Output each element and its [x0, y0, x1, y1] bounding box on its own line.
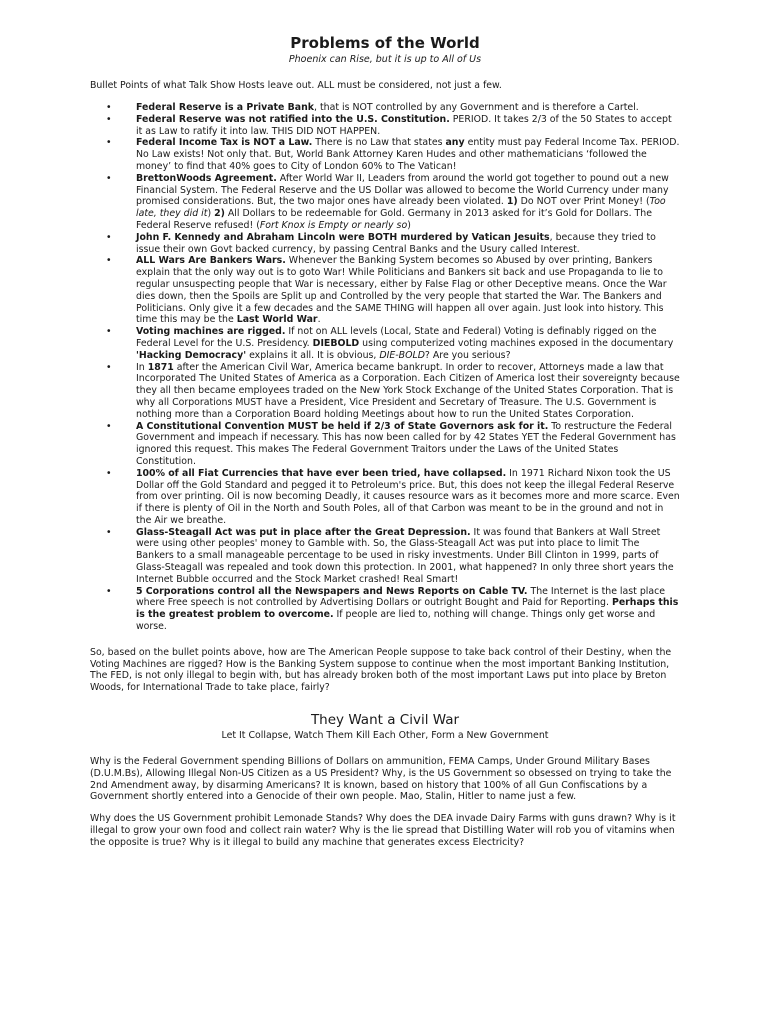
section-heading: They Want a Civil War — [310, 712, 460, 729]
bullet-item: • ALL Wars Are Bankers Wars. Whenever the Banking System becomes so Abused by over printing, Bankers explain that the only way out is to goto War! While Politicians and Bankers sit back and use Propaganda to lie to regular unsuspecting people that War is necessary, either by False Flag or other Deceptive means. Once the War dies down, then the Spoils are Split up and Controlled by the very people that started the War. The Bankers and Politicians. Only give it a few decades and the SAME THING will happen all over again. Just look into history. This time this may be the Last World War. — [90, 255, 680, 326]
bullet-item: • In 1871 after the American Civil War, America became bankrupt. In order to recover, Attorneys made a law that Incorporated The United States of America as a Corporation. Each Citizen of America lost their sovereignty because they all then became employees traded on the New York Stock Exchange of the United States Corporation. That is why all Corporations MUST have a President, Vice President and Secretary of Treasure. The U.S. Government is nothing more than a Corporation Board holding Meetings about how to run the United States Corporation. — [90, 362, 680, 421]
page-subtitle: Phoenix can Rise, but it is up to All of Us — [288, 54, 482, 65]
bullet-item: • Glass-Steagall Act was put in place after the Great Depression. It was found that Bankers at Wall Street were using other peoples' money to Gamble with. So, the Glass-Steagall Act was put into place to limit The Bankers to a small manageable percentage to be used in risky investments. Under Bill Clinton in 1999, parts of Glass-Steagall was repealed and took down this protection. In 2001, what happened? In only three short years the Internet Bubble occurred and the Stock Market crashed! Real Smart! — [90, 527, 680, 586]
bullet-item: • 100% of all Fiat Currencies that have ever been tried, have collapsed. In 1971 Richard Nixon took the US Dollar off the Gold Standard and pegged it to Petroleum's price. But, this does not keep the illegal Federal Reserve from over printing. Oil is now becoming Deadly, it causes resource wars as it becomes more and more scarce. Even if there is plenty of Oil in the North and South Poles, all of that Carbon was meant to be in the ground and not in the Air we breathe. — [90, 468, 680, 527]
body-paragraph: Why does the US Government prohibit Lemonade Stands? Why does the DEA invade Dairy Farms with guns drawn? Why is it illegal to grow your own food and collect rain water? Why is the lie spread that Distilling Water will rob you of vitamins when the opposite is true? Why is it illegal to build any machine that generates excess Electricity? — [90, 813, 676, 848]
bullet-item: • 5 Corporations control all the Newspapers and News Reports on Cable TV. The Internet is the last place where Free speech is not controlled by Advertising Dollars or outright Bought and Paid for Reporting. Perhaps this is the greatest problem to overcome. If people are lied to, nothing will change. Things only get worse and worse. — [90, 586, 680, 633]
section-subheading: Let It Collapse, Watch Them Kill Each Other, Form a New Government — [221, 730, 549, 742]
bullet-item: • Federal Reserve is a Private Bank, that is NOT controlled by any Government and is therefore a Cartel. — [90, 102, 680, 114]
bullet-item: • Federal Income Tax is NOT a Law. There is no Law that states any entity must pay Federal Income Tax. PERIOD. No Law exists! Not only that. But, World Bank Attorney Karen Hudes and other mathematicians ‘followed the money’ to find that 40% goes to City of London 60% to The Vatican! — [90, 137, 680, 172]
bullet-item: • Voting machines are rigged. If not on ALL levels (Local, State and Federal) Voting is definably rigged on the Federal Level for the U.S. Presidency. DIEBOLD using computerized voting machines exposed in the documentary 'Hacking Democracy' explains it all. It is obvious, DIE-BOLD? Are you serious? — [90, 326, 680, 361]
bullet-item: • Federal Reserve was not ratified into the U.S. Constitution. PERIOD. It takes 2/3 of the 50 States to accept it as Law to ratify it into law. THIS DID NOT HAPPEN. — [90, 114, 680, 138]
body-paragraph: Why is the Federal Government spending Billions of Dollars on ammunition, FEMA Camps, Under Ground Military Bases (D.U.M.Bs), Allowing Illegal Non-US Citizen as a US President? Why, is the US Government so obsessed on trying to take the 2nd Amendment away, by disarming Americans? It is known, based on history that 100% of all Gun Confiscations by a Government shortly entered into a Genocide of their own people. Mao, Stalin, Hitler to name just a few. — [90, 756, 672, 803]
bullet-item: • John F. Kennedy and Abraham Lincoln were BOTH murdered by Vatican Jesuits, because they tried to issue their own Govt backed currency, by passing Central Banks and the Usury called Interest. — [90, 232, 680, 256]
bullet-list — [90, 102, 680, 633]
intro-text: Bullet Points of what Talk Show Hosts leave out. ALL must be considered, not just a few. — [90, 80, 502, 91]
bullet-item: • A Constitutional Convention MUST be held if 2/3 of State Governors ask for it. To restructure the Federal Government and impeach if necessary. This has now been called for by 42 States YET the Federal Government has ignored this request. This makes The Federal Government Traitors under the Laws of the United States Constitution. — [90, 421, 680, 468]
page-title: Problems of the World — [290, 34, 480, 52]
bullet-item: • BrettonWoods Agreement. After World War II, Leaders from around the world got together to pound out a new Financial System. The Federal Reserve and the US Dollar was allowed to become the World Currency under many promised considerations. But, the two major ones have already been violated. 1) Do NOT over Print Money! (Too late, they did it) 2) All Dollars to be redeemable for Gold. Germany in 2013 asked for it’s Gold for Dollars. The Federal Reserve refused! (Fort Knox is Empty or nearly so) — [90, 173, 680, 232]
summary-paragraph: So, based on the bullet points above, how are The American People suppose to take back control of their Destiny, when the Voting Machines are rigged? How is the Banking System suppose to continue when the most important Banking Institution, The FED, is not only illegal to begin with, but has already broken both of the most important Laws put into place by Breton Woods, for International Trade to take place, fairly? — [90, 646, 672, 694]
